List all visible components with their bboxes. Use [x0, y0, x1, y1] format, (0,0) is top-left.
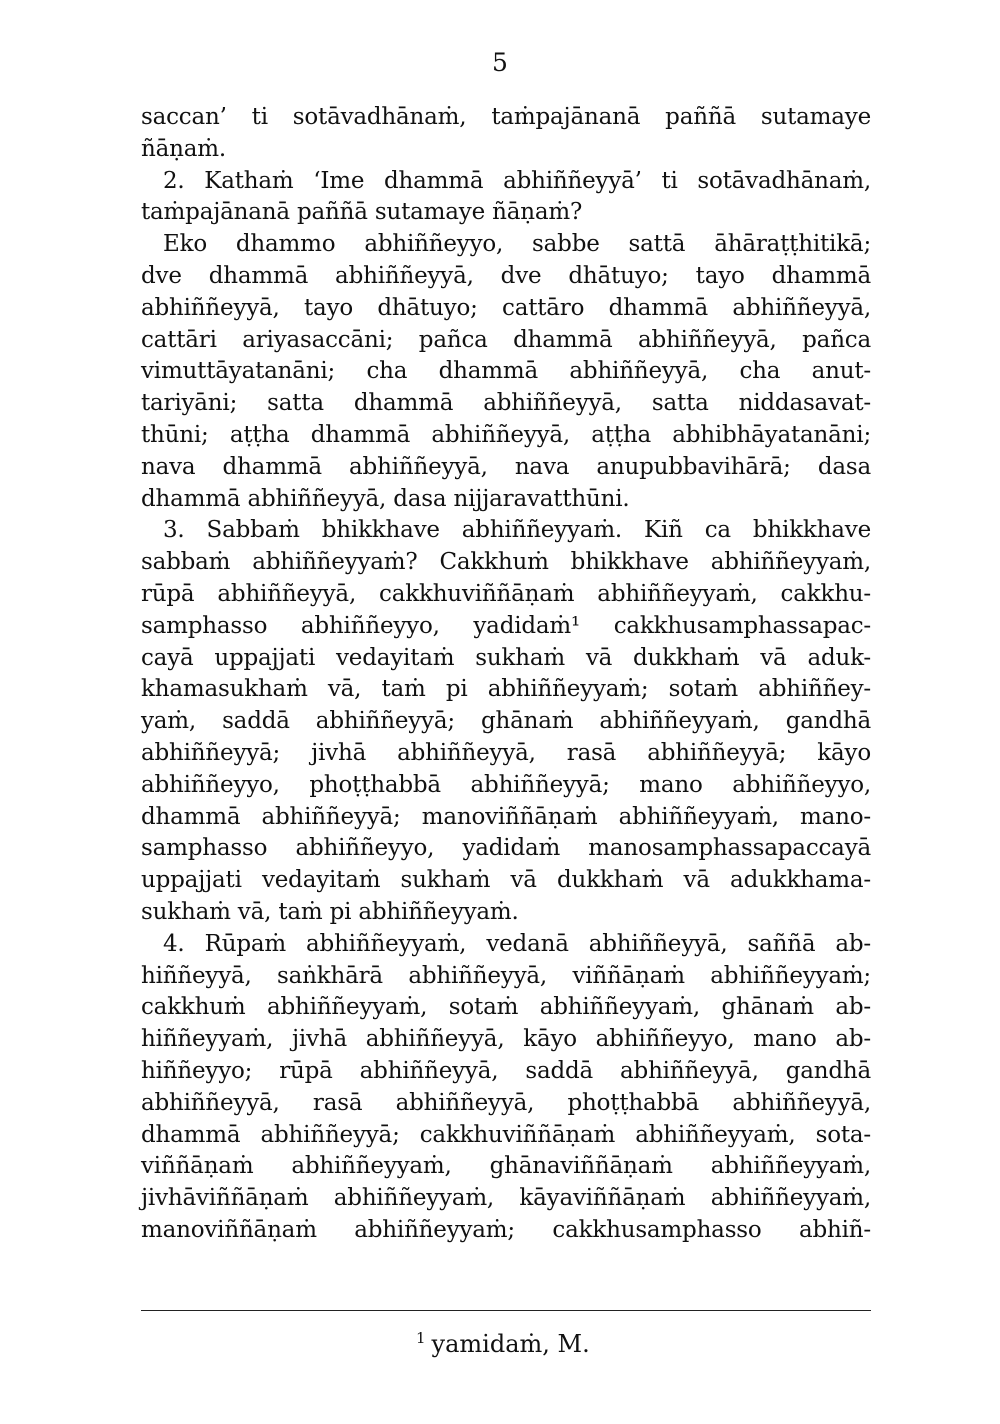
text-line: khamasukhaṁ vā, taṁ pi abhiññeyyaṁ; sotaṁ abhiññey-	[141, 676, 871, 703]
text-line: samphasso abhiññeyyo, yadidaṁ¹ cakkhusamphassapac-	[141, 612, 871, 639]
text-line: thūni; aṭṭha dhammā abhiññeyyā, aṭṭha abhibhāyatanāni;	[141, 421, 871, 448]
text-line: abhiññeyyā, tayo dhātuyo; cattāro dhammā abhiññeyyā,	[141, 294, 871, 321]
text-line: Eko dhammo abhiññeyyo, sabbe sattā āhāraṭṭhitikā;	[163, 231, 871, 258]
text-line: nava dhammā abhiññeyyā, nava anupubbavihārā; dasa	[141, 453, 871, 480]
footnote	[416, 1322, 590, 1360]
text-line: taṁpajānanā paññā sutamaye ñāṇaṁ?	[141, 199, 583, 226]
footnote-text: yamidaṁ, M.	[431, 1330, 590, 1358]
page-number: 5	[492, 48, 508, 77]
text-line: abhiññeyyā; jivhā abhiññeyyā, rasā abhiññeyyā; kāyo	[141, 739, 871, 766]
text-line: viññāṇaṁ abhiññeyyaṁ, ghānaviññāṇaṁ abhiññeyyaṁ,	[141, 1153, 871, 1180]
text-line: sabbaṁ abhiññeyyaṁ? Cakkhuṁ bhikkhave abhiññeyyaṁ,	[141, 549, 871, 576]
text-line: cakkhuṁ abhiññeyyaṁ, sotaṁ abhiññeyyaṁ, ghānaṁ ab-	[141, 994, 871, 1021]
text-line: jivhāviññāṇaṁ abhiññeyyaṁ, kāyaviññāṇaṁ abhiññeyyaṁ,	[141, 1185, 871, 1212]
footnote-rule	[141, 1310, 871, 1311]
text-line: abhiññeyyā, rasā abhiññeyyā, phoṭṭhabbā abhiññeyyā,	[141, 1089, 871, 1116]
text-line: manoviññāṇaṁ abhiññeyyaṁ; cakkhusamphasso abhiñ-	[141, 1216, 871, 1243]
text-line: cayā uppajjati vedayitaṁ sukhaṁ vā dukkhaṁ vā aduk-	[141, 644, 871, 671]
text-line: hiññeyyaṁ, jivhā abhiññeyyā, kāyo abhiññeyyo, mano ab-	[141, 1026, 871, 1053]
text-line: 4. Rūpaṁ abhiññeyyaṁ, vedanā abhiññeyyā, saññā ab-	[163, 930, 871, 957]
text-line: rūpā abhiññeyyā, cakkhuviññāṇaṁ abhiññeyyaṁ, cakkhu-	[141, 580, 871, 607]
text-line: dhammā abhiññeyyā; manoviññāṇaṁ abhiññeyyaṁ, mano-	[141, 803, 871, 830]
text-line: abhiññeyyo, phoṭṭhabbā abhiññeyyā; mano abhiññeyyo,	[141, 771, 871, 798]
text-line: hiññeyyā, saṅkhārā abhiññeyyā, viññāṇaṁ abhiññeyyaṁ;	[141, 962, 871, 989]
text-line: cattāri ariyasaccāni; pañca dhammā abhiññeyyā, pañca	[141, 326, 871, 353]
body-text	[141, 102, 871, 1247]
text-line: ñāṇaṁ.	[141, 135, 226, 162]
text-line: samphasso abhiññeyyo, yadidaṁ manosamphassapaccayā	[141, 835, 871, 862]
footnote-marker: 1	[416, 1329, 426, 1347]
text-line: saccan’ ti sotāvadhānaṁ, taṁpajānanā paññā sutamaye	[141, 104, 871, 130]
text-line: uppajjati vedayitaṁ sukhaṁ vā dukkhaṁ vā adukkhama-	[141, 867, 871, 894]
text-line: hiññeyyo; rūpā abhiññeyyā, saddā abhiññeyyā, gandhā	[141, 1057, 871, 1084]
text-line: 3. Sabbaṁ bhikkhave abhiññeyyaṁ. Kiñ ca bhikkhave	[163, 517, 871, 544]
text-line: 2. Kathaṁ ‘Ime dhammā abhiññeyyā’ ti sotāvadhānaṁ,	[163, 167, 871, 194]
text-line: sukhaṁ vā, taṁ pi abhiññeyyaṁ.	[141, 898, 519, 925]
text-line: vimuttāyatanāni; cha dhammā abhiññeyyā, cha anut-	[141, 358, 871, 385]
text-line: dhammā abhiññeyyā, dasa nijjaravatthūni.	[141, 485, 630, 512]
text-line: yaṁ, saddā abhiññeyyā; ghānaṁ abhiññeyyaṁ, gandhā	[141, 708, 871, 735]
text-line: dhammā abhiññeyyā; cakkhuviññāṇaṁ abhiññeyyaṁ, sota-	[141, 1121, 871, 1148]
text-line: tariyāni; satta dhammā abhiññeyyā, satta niddasavat-	[141, 390, 871, 417]
text-line: dve dhammā abhiññeyyā, dve dhātuyo; tayo dhammā	[141, 262, 871, 289]
